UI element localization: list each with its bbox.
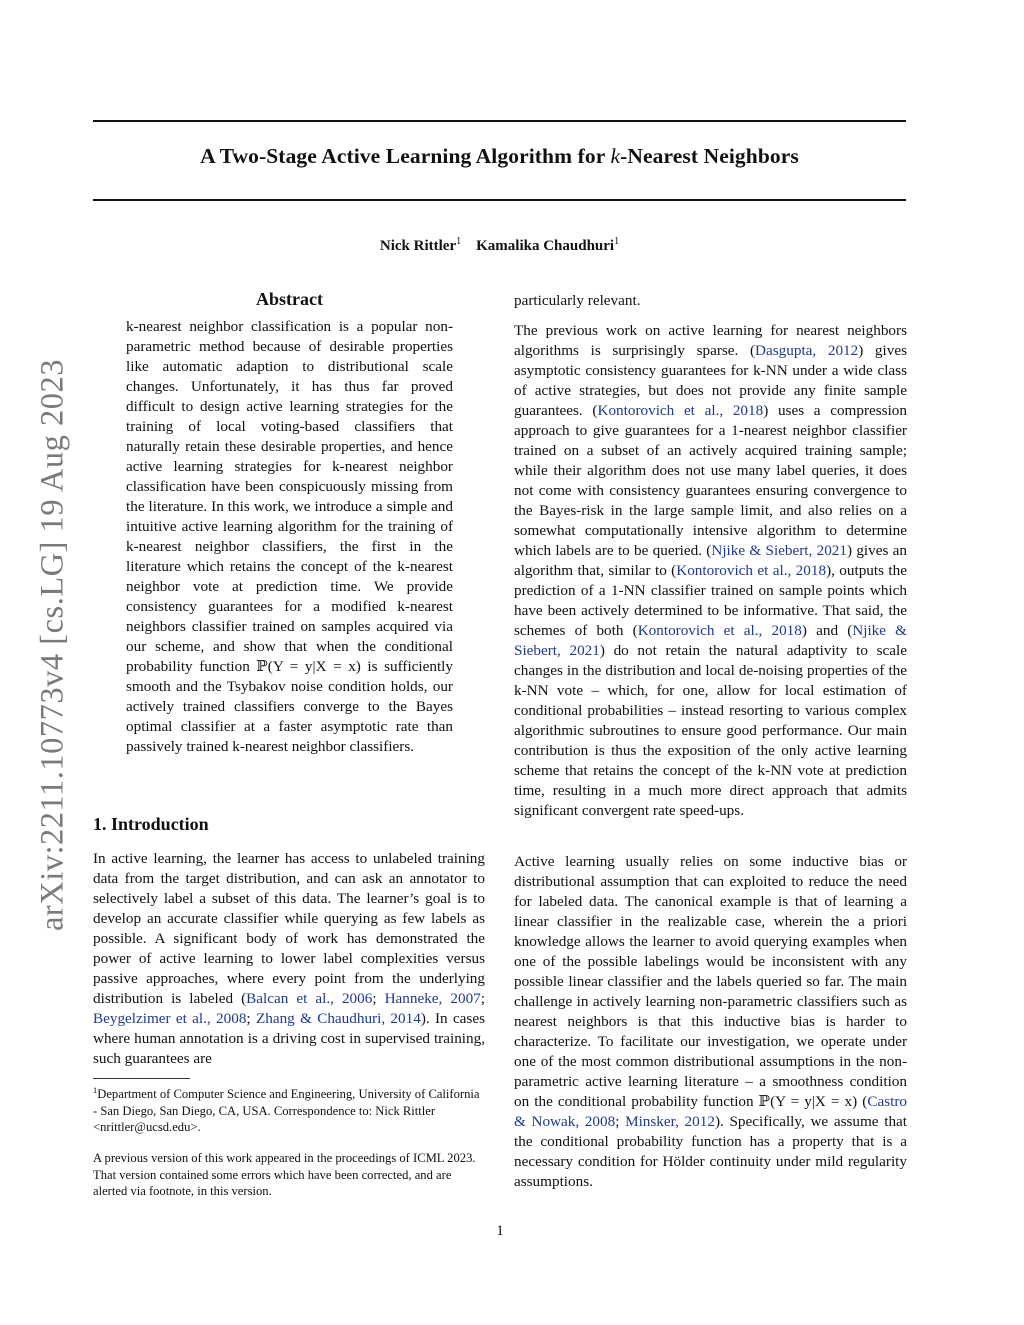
author-name: Kamalika Chaudhuri (476, 238, 615, 254)
citation-link[interactable]: Minsker, 2012 (625, 1113, 715, 1130)
citation-link[interactable]: Kontorovich et al., 2018 (597, 402, 764, 419)
page-number: 1 (496, 1223, 504, 1239)
right-paragraph-0: particularly relevant. (514, 292, 641, 309)
right-paragraph-1: The previous work on active learning for nearest neighbors algorithms is surprisingly sparse. (Dasgupta, 2012) gives asymptotic consistency guarantees for k-NN under a wide class of active strategies, but does not provide any finite sample guarantees. (Kontorovich et al., 2018) uses a compression approach to give guarantees for a 1-nearest neighbor classifier trained on a subset of an actively acquired training sample; while their algorithm does not use many label queries, it does not come with consistency guarantees ensuring convergence to the Bayes-risk in the large sample limit, and also relies on a somewhat computationally intensive algorithm to determine which labels are to be queried. (Njike & Siebert, 2021) gives an algorithm that, similar to (Kontorovich et al., 2018), outputs the prediction of a 1-NN classifier trained on sample points which have been actively determined to be informative. That said, the schemes of both (Kontorovich et al., 2018) and (Njike & Siebert, 2021) do not retain the natural adaptivity to scale changes in the distribution and local de-noising properties of the k-NN vote – which, for one, allow for local estimation of conditional probabilities – instead resorting to various complex algorithmic subroutines to ensure good performance. Our main contribution is thus the exposition of the only active learning scheme that retains the concept of the k-NN vote at prediction time, resulting in a much more direct approach that admits significant convergent rate speed-ups. (514, 322, 908, 819)
intro-paragraph: In active learning, the learner has access to unlabeled training data from the target distribution, and can ask an annotator to selectively label a subset of this data. The learner’s goal is to develop an accurate classifier while querying as few labels as possible. A significant body of work has demonstrated the power of active learning to lower label complexities versus passive approaches, where every point from the underlying distribution is labeled (Balcan et al., 2006; Hanneke, 2007; Beygelzimer et al., 2008; Zhang & Chaudhuri, 2014). In cases where human annotation is a driving cost in supervised training, such guarantees are (93, 850, 485, 1067)
title-rule-top (93, 120, 906, 122)
abstract-heading: Abstract (256, 289, 323, 309)
citation-link[interactable]: Hanneke, 2007 (384, 990, 481, 1007)
footnote-version: A previous version of this work appeared in the proceedings of ICML 2023. That version contained some errors which have been corrected, and are alerted via footnote, in this version. (93, 1151, 476, 1198)
citation-link[interactable]: Beygelzimer et al., 2008 (93, 1010, 247, 1027)
citation-link[interactable]: Zhang & Chaudhuri, 2014 (255, 1010, 421, 1027)
author-list: Nick Rittler$^1$ Kamalika Chaudhuri$^1$ (379, 236, 620, 254)
author-name: Nick Rittler (379, 238, 457, 254)
section-heading-introduction: 1. Introduction (93, 814, 209, 834)
citation-link[interactable]: Balcan et al., 2006 (246, 990, 373, 1007)
abstract-text: k-nearest neighbor classification is a popular non-parametric method because of desirable properties like automatic adaption to distributional scale changes. Unfortunately, it has thus far proved difficult to design active learning strategies for the training of local voting-based classifiers that naturally retain these desirable properties, and hence active learning strategies for k-nearest neighbor classification have been conspicuously missing from the literature. In this work, we introduce a simple and intuitive active learning algorithm for the training of k-nearest neighbor classifiers, the first in the literature which retains the concept of the k-nearest neighbor vote at prediction time. We provide consistency guarantees for a modified k-nearest neighbors classifier trained on samples acquired via our scheme, and show that when the conditional probability function ℙ(Y = y|X = x) is sufficiently smooth and the Tsybakov noise condition holds, our actively trained classifiers converge to the Bayes optimal classifier at a faster asymptotic rate than passively trained k-nearest neighbor classifiers. (126, 318, 453, 755)
citation-link[interactable]: Dasgupta, 2012 (755, 342, 859, 359)
citation-link[interactable]: Kontorovich et al., 2018 (637, 622, 802, 639)
footnote-affiliation: $^1$Department of Computer Science and Engineering, University of California - San Diego, San Diego, CA, USA. Correspondence to: Nick Rittler <nrittler@ucsd.edu>. (93, 1085, 480, 1135)
citation-link[interactable]: Kontorovich et al., 2018 (676, 562, 827, 579)
citation-link[interactable]: Castro & Nowak, 2008 (514, 1093, 907, 1130)
citation-link[interactable]: Njike & Siebert, 2021 (711, 542, 847, 559)
right-paragraph-2: Active learning usually relies on some inductive bias or distributional assumption that can exploited to reduce the need for labeled data. The canonical example is that of learning a linear classifier in the realizable case, wherein the a priori knowledge allows the learner to avoid querying examples when one of the possible labelings would be inconsistent with any possible linear classifier and the labels queried so far. The main challenge in actively learning non-parametric classifiers such as nearest neighbors is that this inductive bias is harder to characterize. To facilitate our investigation, we operate under one of the most common distributional assumptions in the non-parametric active learning literature – a smoothness condition on the conditional probability function ℙ(Y = y|X = x) (Castro & Nowak, 2008; Minsker, 2012). Specifically, we assume that the conditional probability function has a property that is a necessary condition for Hölder continuity under mild regularity assumptions. (514, 853, 907, 1190)
citation-link[interactable]: Njike & Siebert, 2021 (514, 622, 907, 659)
title-rule-bottom (93, 199, 906, 201)
paper-title: A Two-Stage Active Learning Algorithm for k-Nearest Neighbors (200, 144, 799, 168)
arxiv-stamp: arXiv:2211.10773v4 [cs.LG] 19 Aug 2023 (34, 358, 71, 932)
footnote-divider (93, 1078, 190, 1079)
